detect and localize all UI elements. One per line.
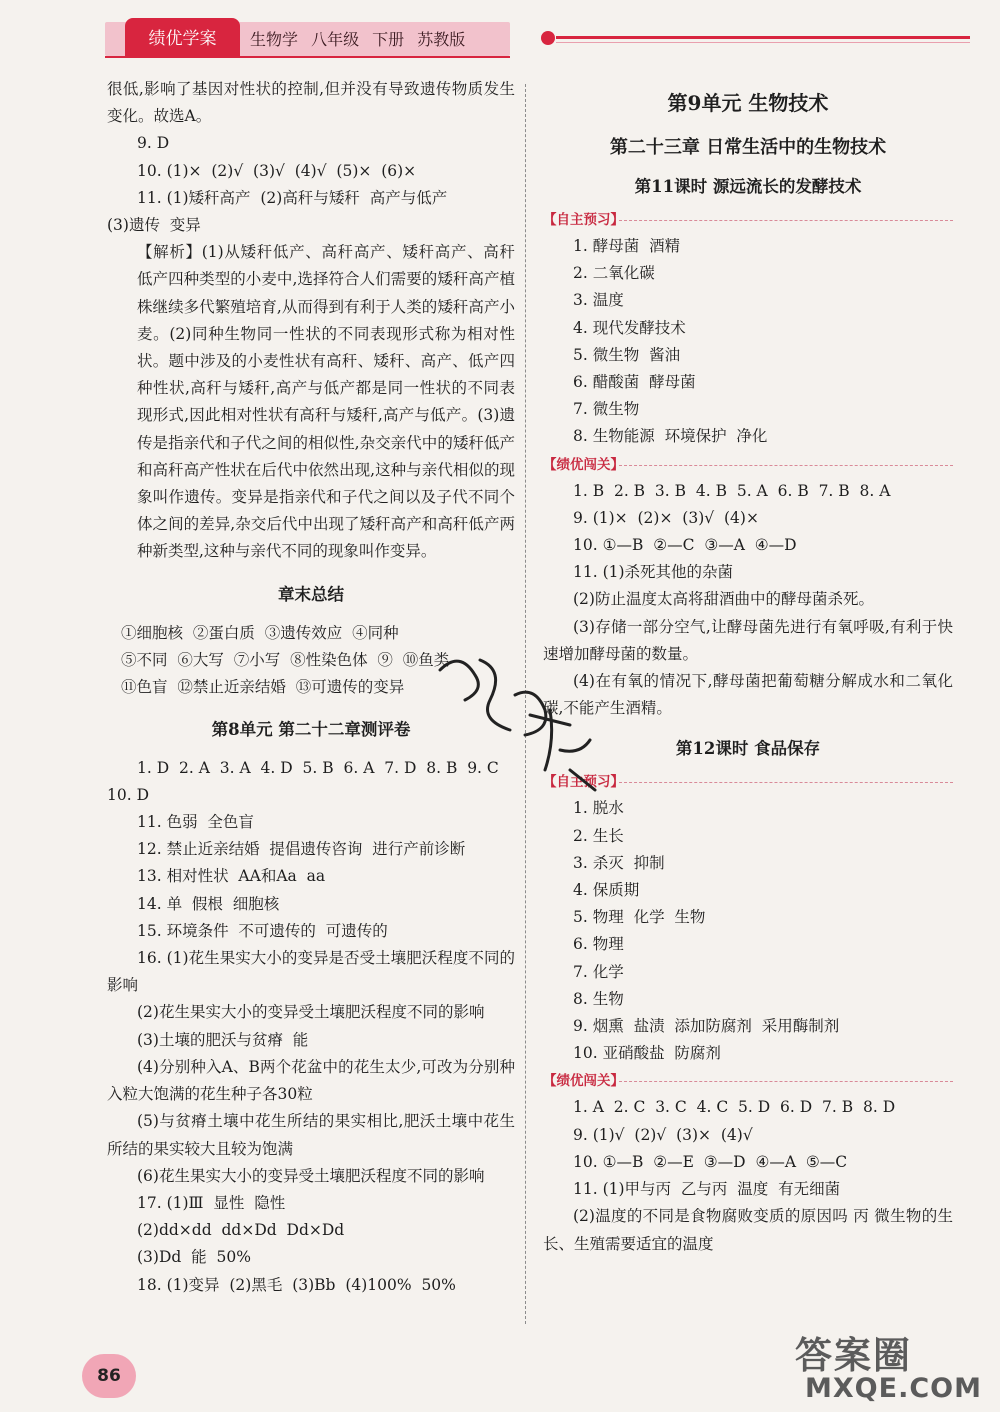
q18: 18. (1)变异 (2)黑毛 (3)Bb (4)100% 50% bbox=[137, 1275, 456, 1294]
answer-11: 11. (1)矮秆高产 (2)高秆与矮秆 高产与低产 bbox=[137, 188, 448, 207]
q16-part: (3)土壤的肥沃与贫瘠 能 bbox=[137, 1030, 309, 1049]
l12-challenge-item: 10. ①—B ②—E ③—D ④—A ⑤—C bbox=[573, 1152, 848, 1171]
answer-9: 9. D bbox=[137, 134, 170, 153]
l11-preview-item: 5. 微生物 酱油 bbox=[573, 345, 681, 364]
test-item: 12. 禁止近亲结婚 提倡遗传咨询 进行产前诊断 bbox=[137, 840, 466, 859]
l11-q11-part4: (4)在有氧的情况下,酵母菌把葡萄糖分解成水和二氧化碳,不能产生酒精。 bbox=[543, 672, 953, 718]
test-item: 15. 环境条件 不可遗传的 可遗传的 bbox=[137, 921, 388, 940]
header-rule bbox=[556, 36, 970, 39]
summary-row: ⑤不同 ⑥大写 ⑦小写 ⑧性染色体 ⑨ ⑩鱼类 bbox=[121, 650, 450, 669]
l12-preview-item: 6. 物理 bbox=[573, 935, 624, 954]
watermark-url: MXQE.COM bbox=[805, 1373, 982, 1404]
answer-11-part3: (3)遗传 变异 bbox=[107, 216, 201, 235]
header-brand: 绩优学案 bbox=[125, 18, 240, 58]
l12-preview-item: 9. 烟熏 盐渍 添加防腐剂 采用酶制剂 bbox=[573, 1017, 840, 1036]
l12-preview-item: 2. 生长 bbox=[573, 826, 624, 845]
l12-challenge-item: 11. (1)甲与丙 乙与丙 温度 有无细菌 bbox=[573, 1180, 841, 1199]
test-item: 11. 色弱 全色盲 bbox=[137, 813, 254, 832]
q16-part: (5)与贫瘠土壤中花生所结的果实相比,肥沃土壤中花生所结的果实较大且较为饱满 bbox=[107, 1112, 515, 1158]
l12-challenge-item: 1. A 2. C 3. C 4. C 5. D 6. D 7. B 8. D bbox=[573, 1098, 896, 1117]
test-item: 14. 单 假根 细胞核 bbox=[137, 894, 280, 913]
l11-challenge-item: (2)防止温度太高将甜酒曲中的酵母菌杀死。 bbox=[573, 590, 874, 609]
l11-preview-item: 4. 现代发酵技术 bbox=[573, 318, 686, 337]
l12-preview-item: 8. 生物 bbox=[573, 989, 624, 1008]
l11-preview-item: 8. 生物能源 环境保护 净化 bbox=[573, 427, 768, 446]
q16-part: (2)花生果实大小的变异受土壤肥沃程度不同的影响 bbox=[137, 1003, 485, 1022]
l12-preview-item: 5. 物理 化学 生物 bbox=[573, 908, 706, 927]
l12-preview-item: 3. 杀灭 抑制 bbox=[573, 853, 665, 872]
test-title: 第8单元 第二十二章测评卷 bbox=[211, 719, 411, 739]
preview-tag-label: 【自主预习】 bbox=[543, 212, 624, 228]
l11-challenge-item: 10. ①—B ②—C ③—A ④—D bbox=[573, 536, 797, 555]
l11-q11-part3: (3)存储一部分空气,让酵母菌先进行有氧呼吸,有利于快速增加酵母菌的数量。 bbox=[543, 617, 953, 663]
l12-preview-item: 1. 脱水 bbox=[573, 799, 624, 818]
challenge-tag bbox=[543, 1069, 953, 1094]
header-rule-thin bbox=[556, 42, 970, 43]
watermark-logo-text: 答案圈 bbox=[795, 1334, 912, 1377]
handwriting-scribble bbox=[420, 640, 620, 800]
answer-8-continued: 很低,影响了基因对性状的控制,但并没有导致遗传物质发生变化。故选A。 bbox=[107, 80, 515, 126]
summary-row: ①细胞核 ②蛋白质 ③遗传效应 ④同种 bbox=[121, 623, 399, 642]
test-mc-answers: 1. D 2. A 3. A 4. D 5. B 6. A 7. D 8. B 9. C bbox=[137, 758, 499, 777]
unit-title: 第9单元 生物技术 bbox=[667, 91, 829, 115]
l12-preview-item: 4. 保质期 bbox=[573, 881, 640, 900]
challenge-tag bbox=[543, 453, 953, 478]
header-subject: 生物学 八年级 下册 苏教版 bbox=[250, 30, 466, 49]
l11-preview-item: 1. 酵母菌 酒精 bbox=[573, 237, 681, 255]
challenge-tag-label: 【绩优闯关】 bbox=[543, 456, 624, 473]
l12-q11-part2: (2)温度的不同是食物腐败变质的原因吗 丙 微生物的生长、生殖需要适宜的温度 bbox=[543, 1207, 953, 1253]
chapter-title: 第二十三章 日常生活中的生物技术 bbox=[609, 137, 887, 158]
page-number-badge: 86 bbox=[82, 1354, 136, 1398]
test-item: 13. 相对性状 AA和Aa aa bbox=[137, 867, 326, 886]
summary-row: ⑪色盲 ⑫禁止近亲结婚 ⑬可遗传的变异 bbox=[121, 677, 405, 696]
l11-preview-item: 7. 微生物 bbox=[573, 400, 640, 419]
q16-part: (6)花生果实大小的变异受土壤肥沃程度不同的影响 bbox=[137, 1166, 485, 1185]
l11-challenge-item: 11. (1)杀死其他的杂菌 bbox=[573, 563, 734, 582]
q17-part: (3)Dd 能 50% bbox=[137, 1248, 251, 1267]
q17-part: (2)dd×dd dd×Dd Dd×Dd bbox=[137, 1221, 345, 1240]
l11-challenge-item: 9. (1)× (2)× (3)√ (4)× bbox=[573, 508, 759, 527]
q17-part: 17. (1)Ⅲ 显性 隐性 bbox=[137, 1193, 286, 1212]
preview-tag bbox=[543, 208, 953, 233]
page-header bbox=[0, 0, 1000, 70]
l12-preview-item: 10. 亚硝酸盐 防腐剂 bbox=[573, 1044, 721, 1063]
answer-10: 10. (1)× (2)√ (3)√ (4)√ (5)× (6)× bbox=[137, 161, 417, 180]
analysis-paragraph: 【解析】(1)从矮秆低产、高秆高产、矮秆高产、高秆低产四种类型的小麦中,选择符合人们需要的矮秆高产植株继续多代繁殖培育,从而得到有利于人类的矮秆高产小麦。(2)同种生物同一性状的不同表现形式称为相对性状。题中涉及的小麦性状有高秆、矮秆、高产、低产四种性状,高秆与矮秆,高产与低产都是同一性状的不同表现形式,因此相对性状有高秆与矮秆,高产与低产。(3)遗传是指亲代和子代之间的相似性,杂交亲代中的矮秆低产和高秆高产性状在后代中依然出现,这种与亲代相似的现象叫作遗传。变异是指亲代和子代之间以及子代不同个体之间的差异,杂交后代中出现了矮秆高产和高秆低产两种新类型,这种与亲代不同的现象叫作变异。 bbox=[137, 243, 515, 561]
test-mc-answers-cont: 10. D bbox=[107, 785, 150, 804]
header-dot-decoration bbox=[541, 31, 555, 45]
preview-tag-label: 【自主预习】 bbox=[543, 774, 624, 791]
l11-preview-item: 2. 二氧化碳 bbox=[573, 264, 655, 283]
lesson-12-title: 第12课时 食品保存 bbox=[675, 739, 821, 759]
lesson-11-title: 第11课时 源远流长的发酵技术 bbox=[634, 177, 862, 196]
l11-preview-item: 3. 温度 bbox=[573, 291, 624, 310]
l11-challenge-item: 1. B 2. B 3. B 4. B 5. A 6. B 7. B 8. A bbox=[573, 481, 891, 500]
challenge-tag-label: 【绩优闯关】 bbox=[543, 1073, 624, 1090]
q16-part: (4)分别种入A、B两个花盆中的花生太少,可改为分别种入粒大饱满的花生种子各30粒 bbox=[107, 1057, 515, 1104]
q16-part: 16. (1)花生果实大小的变异是否受土壤肥沃程度不同的影响 bbox=[107, 949, 515, 995]
l12-preview-item: 7. 化学 bbox=[573, 962, 624, 981]
l11-preview-item: 6. 醋酸菌 酵母菌 bbox=[573, 373, 696, 392]
chapter-summary-title: 章末总结 bbox=[278, 584, 344, 604]
l12-challenge-item: 9. (1)√ (2)√ (3)× (4)√ bbox=[573, 1125, 753, 1144]
site-watermark bbox=[795, 1325, 995, 1412]
